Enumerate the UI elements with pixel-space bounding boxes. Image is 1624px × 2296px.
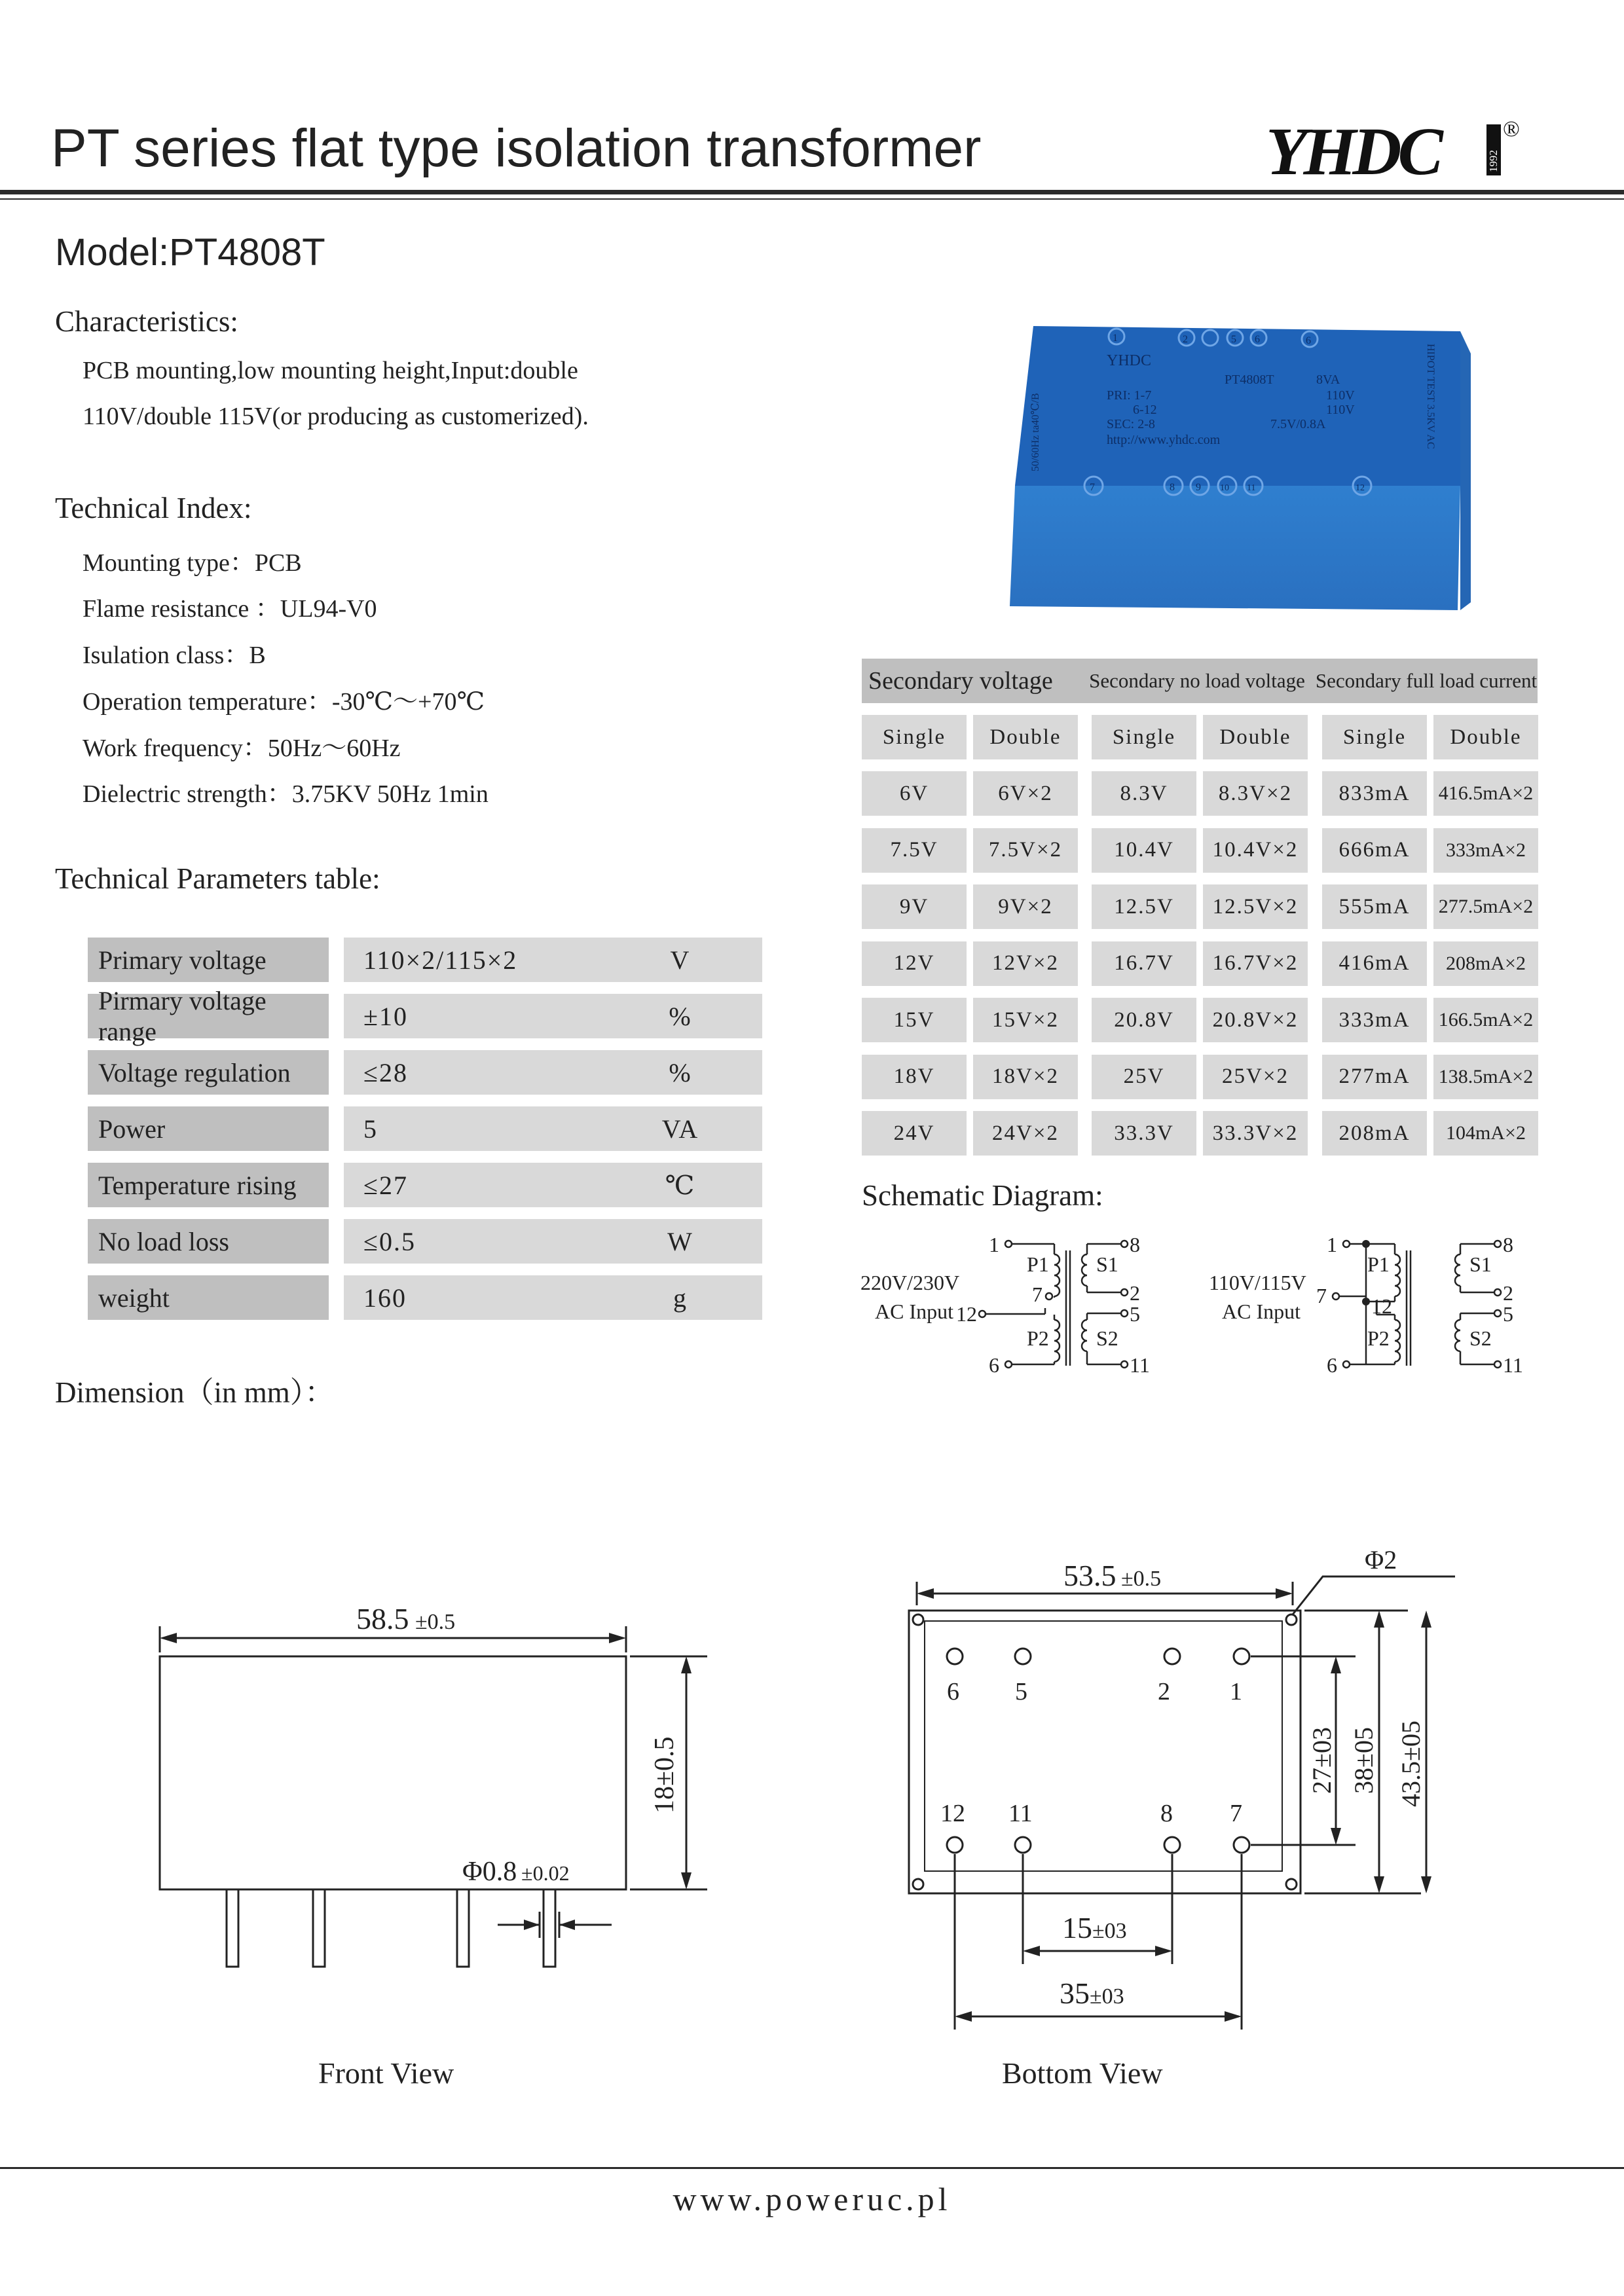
- bottom-pin-5: 5: [1015, 1678, 1027, 1705]
- right-pin-11: 11: [1503, 1353, 1523, 1377]
- transformer-top-face: [1015, 326, 1460, 486]
- secondary-cell-single-current: 333mA: [1322, 998, 1427, 1042]
- param-value: ≤27: [363, 1170, 408, 1200]
- right-pin-5: 5: [1503, 1302, 1513, 1326]
- left-winding-p2: P2: [1027, 1326, 1049, 1350]
- label-side-left: 50/60Hz ta40℃/B: [1030, 393, 1041, 471]
- param-value: ±10: [363, 1001, 408, 1031]
- page-title: PT series flat type isolation transformer: [51, 118, 982, 178]
- product-photo: [1002, 314, 1473, 622]
- label-brand: YHDC: [1107, 352, 1152, 369]
- secondary-cell-double-current: 416.5mA×2: [1433, 771, 1538, 816]
- param-row-primary-voltage: [88, 938, 762, 982]
- bottom-dim-43-5: 43.5±05: [1396, 1721, 1426, 1807]
- secondary-cell-single-current: 277mA: [1322, 1055, 1427, 1099]
- param-value: 5: [363, 1114, 378, 1144]
- secondary-cell-single-current: 666mA: [1322, 828, 1427, 873]
- param-name: Power: [88, 1106, 329, 1151]
- secondary-cell-double-no-load: 25V×2: [1203, 1055, 1308, 1099]
- front-pin-tol: ±0.02: [521, 1861, 570, 1885]
- right-winding-s1: S1: [1469, 1252, 1492, 1276]
- left-pin-5: 5: [1130, 1302, 1140, 1326]
- schematic-diagram: [858, 1224, 1539, 1381]
- header-rule-thin: [0, 198, 1624, 200]
- param-name: weight: [88, 1275, 329, 1320]
- pin-top-2: 2: [1183, 334, 1188, 345]
- front-width-tol: ±0.5: [415, 1610, 456, 1634]
- secondary-cell-double-current: 277.5mA×2: [1433, 884, 1538, 929]
- yhdc-logo: [1261, 110, 1522, 189]
- param-row-voltage-regulation: [88, 1050, 762, 1095]
- secondary-cell-single-voltage: 18V: [862, 1055, 967, 1099]
- secondary-cell-double-voltage: 24V×2: [973, 1111, 1078, 1156]
- pin-bottom-9: 9: [1196, 482, 1201, 493]
- param-value: ≤0.5: [363, 1226, 416, 1256]
- bottom-pin-1: 1: [1230, 1678, 1242, 1705]
- bottom-pin-2: 2: [1158, 1678, 1170, 1705]
- param-value: ≤28: [363, 1057, 408, 1087]
- right-winding-p1: P1: [1367, 1252, 1390, 1276]
- param-row-power: [88, 1106, 762, 1151]
- secondary-cell-single-no-load: 12.5V: [1092, 884, 1196, 929]
- param-name: Voltage regulation: [88, 1050, 329, 1095]
- bottom-pin-12: 12: [940, 1800, 965, 1827]
- bottom-width-tol: ±0.5: [1121, 1567, 1162, 1591]
- right-pin-7: 7: [1316, 1284, 1327, 1307]
- front-height-dim: 18±0.5: [650, 1736, 680, 1813]
- secondary-cell-single-current: 555mA: [1322, 884, 1427, 929]
- characteristics-line-2: 110V/double 115V(or producing as customerized).: [83, 403, 589, 430]
- footer-rule: [0, 2167, 1624, 2169]
- dimension-heading: Dimension（in mm）：: [55, 1376, 335, 1409]
- label-pri1-v: 110V: [1326, 388, 1355, 403]
- label-pri1: PRI: 1-7: [1107, 388, 1152, 403]
- param-value: 160: [363, 1283, 407, 1313]
- pin-bottom-7: 7: [1090, 482, 1095, 493]
- bottom-dim-35-tol: ±03: [1090, 1984, 1124, 2009]
- param-row-weight: [88, 1275, 762, 1320]
- bottom-hole-dim: Φ2: [1365, 1545, 1397, 1575]
- pin-bottom-10: 10: [1220, 483, 1229, 493]
- param-value: 110×2/115×2: [363, 945, 518, 975]
- left-pin-2: 2: [1130, 1281, 1140, 1305]
- secondary-cell-double-no-load: 10.4V×2: [1203, 828, 1308, 873]
- bottom-pin-6: 6: [947, 1678, 959, 1705]
- left-pin-12: 12: [956, 1302, 977, 1326]
- pin-top-1: 1: [1113, 333, 1118, 344]
- header-full-load-current: Secondary full load current: [1315, 659, 1538, 703]
- subheader-single: Single: [862, 715, 967, 759]
- subheader-double: Double: [1203, 715, 1308, 759]
- front-pin-diameter: Φ0.8: [462, 1857, 517, 1887]
- index-operation-temperature: Operation temperature：-30℃～+70℃: [83, 688, 485, 716]
- subheader-double: Double: [973, 715, 1078, 759]
- secondary-cell-double-no-load: 16.7V×2: [1203, 941, 1308, 986]
- header-secondary-voltage: Secondary voltage: [862, 659, 1079, 703]
- left-pin-11: 11: [1130, 1353, 1150, 1377]
- secondary-cell-single-voltage: 12V: [862, 941, 967, 986]
- param-unit: %: [669, 1001, 692, 1031]
- label-sec-v: 7.5V/0.8A: [1270, 417, 1326, 431]
- secondary-cell-single-voltage: 7.5V: [862, 828, 967, 873]
- secondary-cell-double-voltage: 12V×2: [973, 941, 1078, 986]
- bottom-view-caption: Bottom View: [1002, 2056, 1163, 2090]
- label-pri2: 6-12: [1133, 403, 1157, 417]
- transformer-side-face: [1010, 486, 1460, 610]
- svg-text:®: ®: [1503, 117, 1520, 141]
- header-rule: [0, 190, 1624, 194]
- pin-bottom-11: 11: [1247, 483, 1256, 493]
- secondary-cell-single-no-load: 20.8V: [1092, 998, 1196, 1042]
- left-pin-1: 1: [989, 1233, 999, 1256]
- label-side-right: HIPOT TEST 3.5KV AC: [1425, 344, 1436, 449]
- pin-top-right: 6: [1306, 335, 1311, 346]
- secondary-cell-single-current: 208mA: [1322, 1111, 1427, 1156]
- model-title: Model:PT4808T: [55, 231, 325, 274]
- bottom-dim-15-tol: ±03: [1092, 1919, 1127, 1943]
- secondary-cell-single-voltage: 24V: [862, 1111, 967, 1156]
- right-winding-p2: P2: [1367, 1326, 1390, 1350]
- left-pin-7: 7: [1032, 1283, 1043, 1306]
- right-pin-6: 6: [1327, 1353, 1337, 1377]
- param-row-temperature-rising: [88, 1163, 762, 1207]
- left-input-label: AC Input: [875, 1300, 953, 1323]
- secondary-cell-double-current: 104mA×2: [1433, 1111, 1538, 1156]
- secondary-cell-single-current: 416mA: [1322, 941, 1427, 986]
- left-winding-s1: S1: [1096, 1252, 1118, 1276]
- secondary-cell-double-no-load: 33.3V×2: [1203, 1111, 1308, 1156]
- secondary-cell-double-current: 138.5mA×2: [1433, 1055, 1538, 1099]
- bottom-width-dim: 53.5: [1063, 1559, 1116, 1592]
- label-power: 8VA: [1316, 373, 1340, 387]
- secondary-cell-single-no-load: 25V: [1092, 1055, 1196, 1099]
- pin-bottom-8: 8: [1170, 482, 1175, 493]
- bottom-pin-7: 7: [1230, 1800, 1242, 1827]
- footer-url: www.poweruc.pl: [673, 2181, 951, 2217]
- label-pri2-v: 110V: [1326, 403, 1355, 417]
- right-input-label: AC Input: [1222, 1300, 1301, 1323]
- secondary-cell-double-current: 333mA×2: [1433, 828, 1538, 873]
- right-pin-1: 1: [1327, 1233, 1337, 1256]
- index-work-frequency: Work frequency：50Hz～60Hz: [83, 735, 401, 762]
- secondary-cell-single-no-load: 16.7V: [1092, 941, 1196, 986]
- secondary-cell-single-no-load: 10.4V: [1092, 828, 1196, 873]
- index-insulation-class: Isulation class：B: [83, 642, 266, 669]
- left-pin-6: 6: [989, 1353, 999, 1377]
- index-dielectric-strength: Dielectric strength：3.75KV 50Hz 1min: [83, 780, 489, 808]
- right-winding-s2: S2: [1469, 1326, 1492, 1350]
- secondary-cell-single-voltage: 6V: [862, 771, 967, 816]
- param-unit: VA: [661, 1114, 699, 1144]
- param-row-primary-voltage-range: [88, 986, 762, 1046]
- subheader-single: Single: [1322, 715, 1427, 759]
- characteristics-heading: Characteristics:: [55, 305, 238, 338]
- parameters-heading: Technical Parameters table:: [55, 862, 380, 895]
- secondary-cell-single-no-load: 33.3V: [1092, 1111, 1196, 1156]
- pin-bottom-12: 12: [1356, 483, 1365, 493]
- bottom-pin-8: 8: [1160, 1800, 1173, 1827]
- secondary-cell-double-voltage: 15V×2: [973, 998, 1078, 1042]
- secondary-cell-double-voltage: 6V×2: [973, 771, 1078, 816]
- secondary-cell-double-current: 166.5mA×2: [1433, 998, 1538, 1042]
- secondary-cell-double-no-load: 12.5V×2: [1203, 884, 1308, 929]
- front-width-dim: 58.5: [356, 1602, 409, 1635]
- pin-top-5: 5: [1231, 334, 1236, 345]
- param-unit: %: [669, 1057, 692, 1087]
- subheader-single: Single: [1092, 715, 1196, 759]
- bottom-view-body: [909, 1611, 1301, 1893]
- param-name: Primary voltage: [88, 938, 329, 982]
- svg-text:YHDC: YHDC: [1266, 114, 1439, 189]
- param-name: Pirmary voltage range: [88, 994, 329, 1038]
- subheader-double: Double: [1433, 715, 1538, 759]
- label-model: PT4808T: [1225, 373, 1274, 387]
- secondary-cell-single-current: 833mA: [1322, 771, 1427, 816]
- front-view-body: [160, 1656, 626, 1889]
- secondary-cell-double-voltage: 18V×2: [973, 1055, 1078, 1099]
- pin-top-6: 6: [1255, 334, 1260, 345]
- header-no-load-voltage: Secondary no load voltage: [1079, 659, 1315, 703]
- param-unit: W: [667, 1226, 693, 1256]
- secondary-cell-double-current: 208mA×2: [1433, 941, 1538, 986]
- param-unit: ℃: [665, 1170, 696, 1200]
- right-pin-12: 12: [1371, 1294, 1392, 1318]
- left-input-voltage: 220V/230V: [860, 1271, 960, 1294]
- param-row-no-load-loss: [88, 1219, 762, 1264]
- param-unit: V: [670, 945, 691, 975]
- bottom-view-drawing: [897, 1545, 1473, 2043]
- technical-index-heading: Technical Index:: [55, 492, 252, 524]
- bottom-dim-35: 35: [1060, 1977, 1090, 2010]
- front-view-drawing: [144, 1584, 733, 1977]
- transformer-right-face: [1460, 331, 1471, 610]
- index-flame-resistance: Flame resistance ：UL94-V0: [83, 595, 377, 623]
- secondary-cell-double-no-load: 8.3V×2: [1203, 771, 1308, 816]
- front-view-caption: Front View: [318, 2056, 454, 2090]
- bottom-pin-11: 11: [1008, 1800, 1033, 1827]
- right-input-voltage: 110V/115V: [1209, 1271, 1306, 1294]
- param-name: No load loss: [88, 1219, 329, 1264]
- schematic-heading: Schematic Diagram:: [862, 1179, 1103, 1212]
- right-pin-2: 2: [1503, 1281, 1513, 1305]
- secondary-cell-double-voltage: 9V×2: [973, 884, 1078, 929]
- secondary-cell-single-no-load: 8.3V: [1092, 771, 1196, 816]
- bottom-dim-27: 27±03: [1307, 1727, 1337, 1794]
- bottom-dim-15: 15: [1062, 1911, 1092, 1944]
- svg-text:1992: 1992: [1487, 150, 1500, 172]
- param-unit: g: [673, 1283, 688, 1313]
- label-sec: SEC: 2-8: [1107, 417, 1155, 431]
- bottom-dim-38: 38±05: [1349, 1727, 1378, 1794]
- param-name: Temperature rising: [88, 1163, 329, 1207]
- left-winding-s2: S2: [1096, 1326, 1118, 1350]
- secondary-cell-double-voltage: 7.5V×2: [973, 828, 1078, 873]
- right-pin-8: 8: [1503, 1233, 1513, 1256]
- secondary-cell-single-voltage: 15V: [862, 998, 967, 1042]
- secondary-cell-single-voltage: 9V: [862, 884, 967, 929]
- secondary-cell-double-no-load: 20.8V×2: [1203, 998, 1308, 1042]
- label-url: http://www.yhdc.com: [1107, 433, 1221, 447]
- left-winding-p1: P1: [1027, 1252, 1049, 1276]
- left-pin-8: 8: [1130, 1233, 1140, 1256]
- characteristics-line-1: PCB mounting,low mounting height,Input:double: [83, 357, 578, 384]
- index-mounting-type: Mounting type：PCB: [83, 549, 302, 577]
